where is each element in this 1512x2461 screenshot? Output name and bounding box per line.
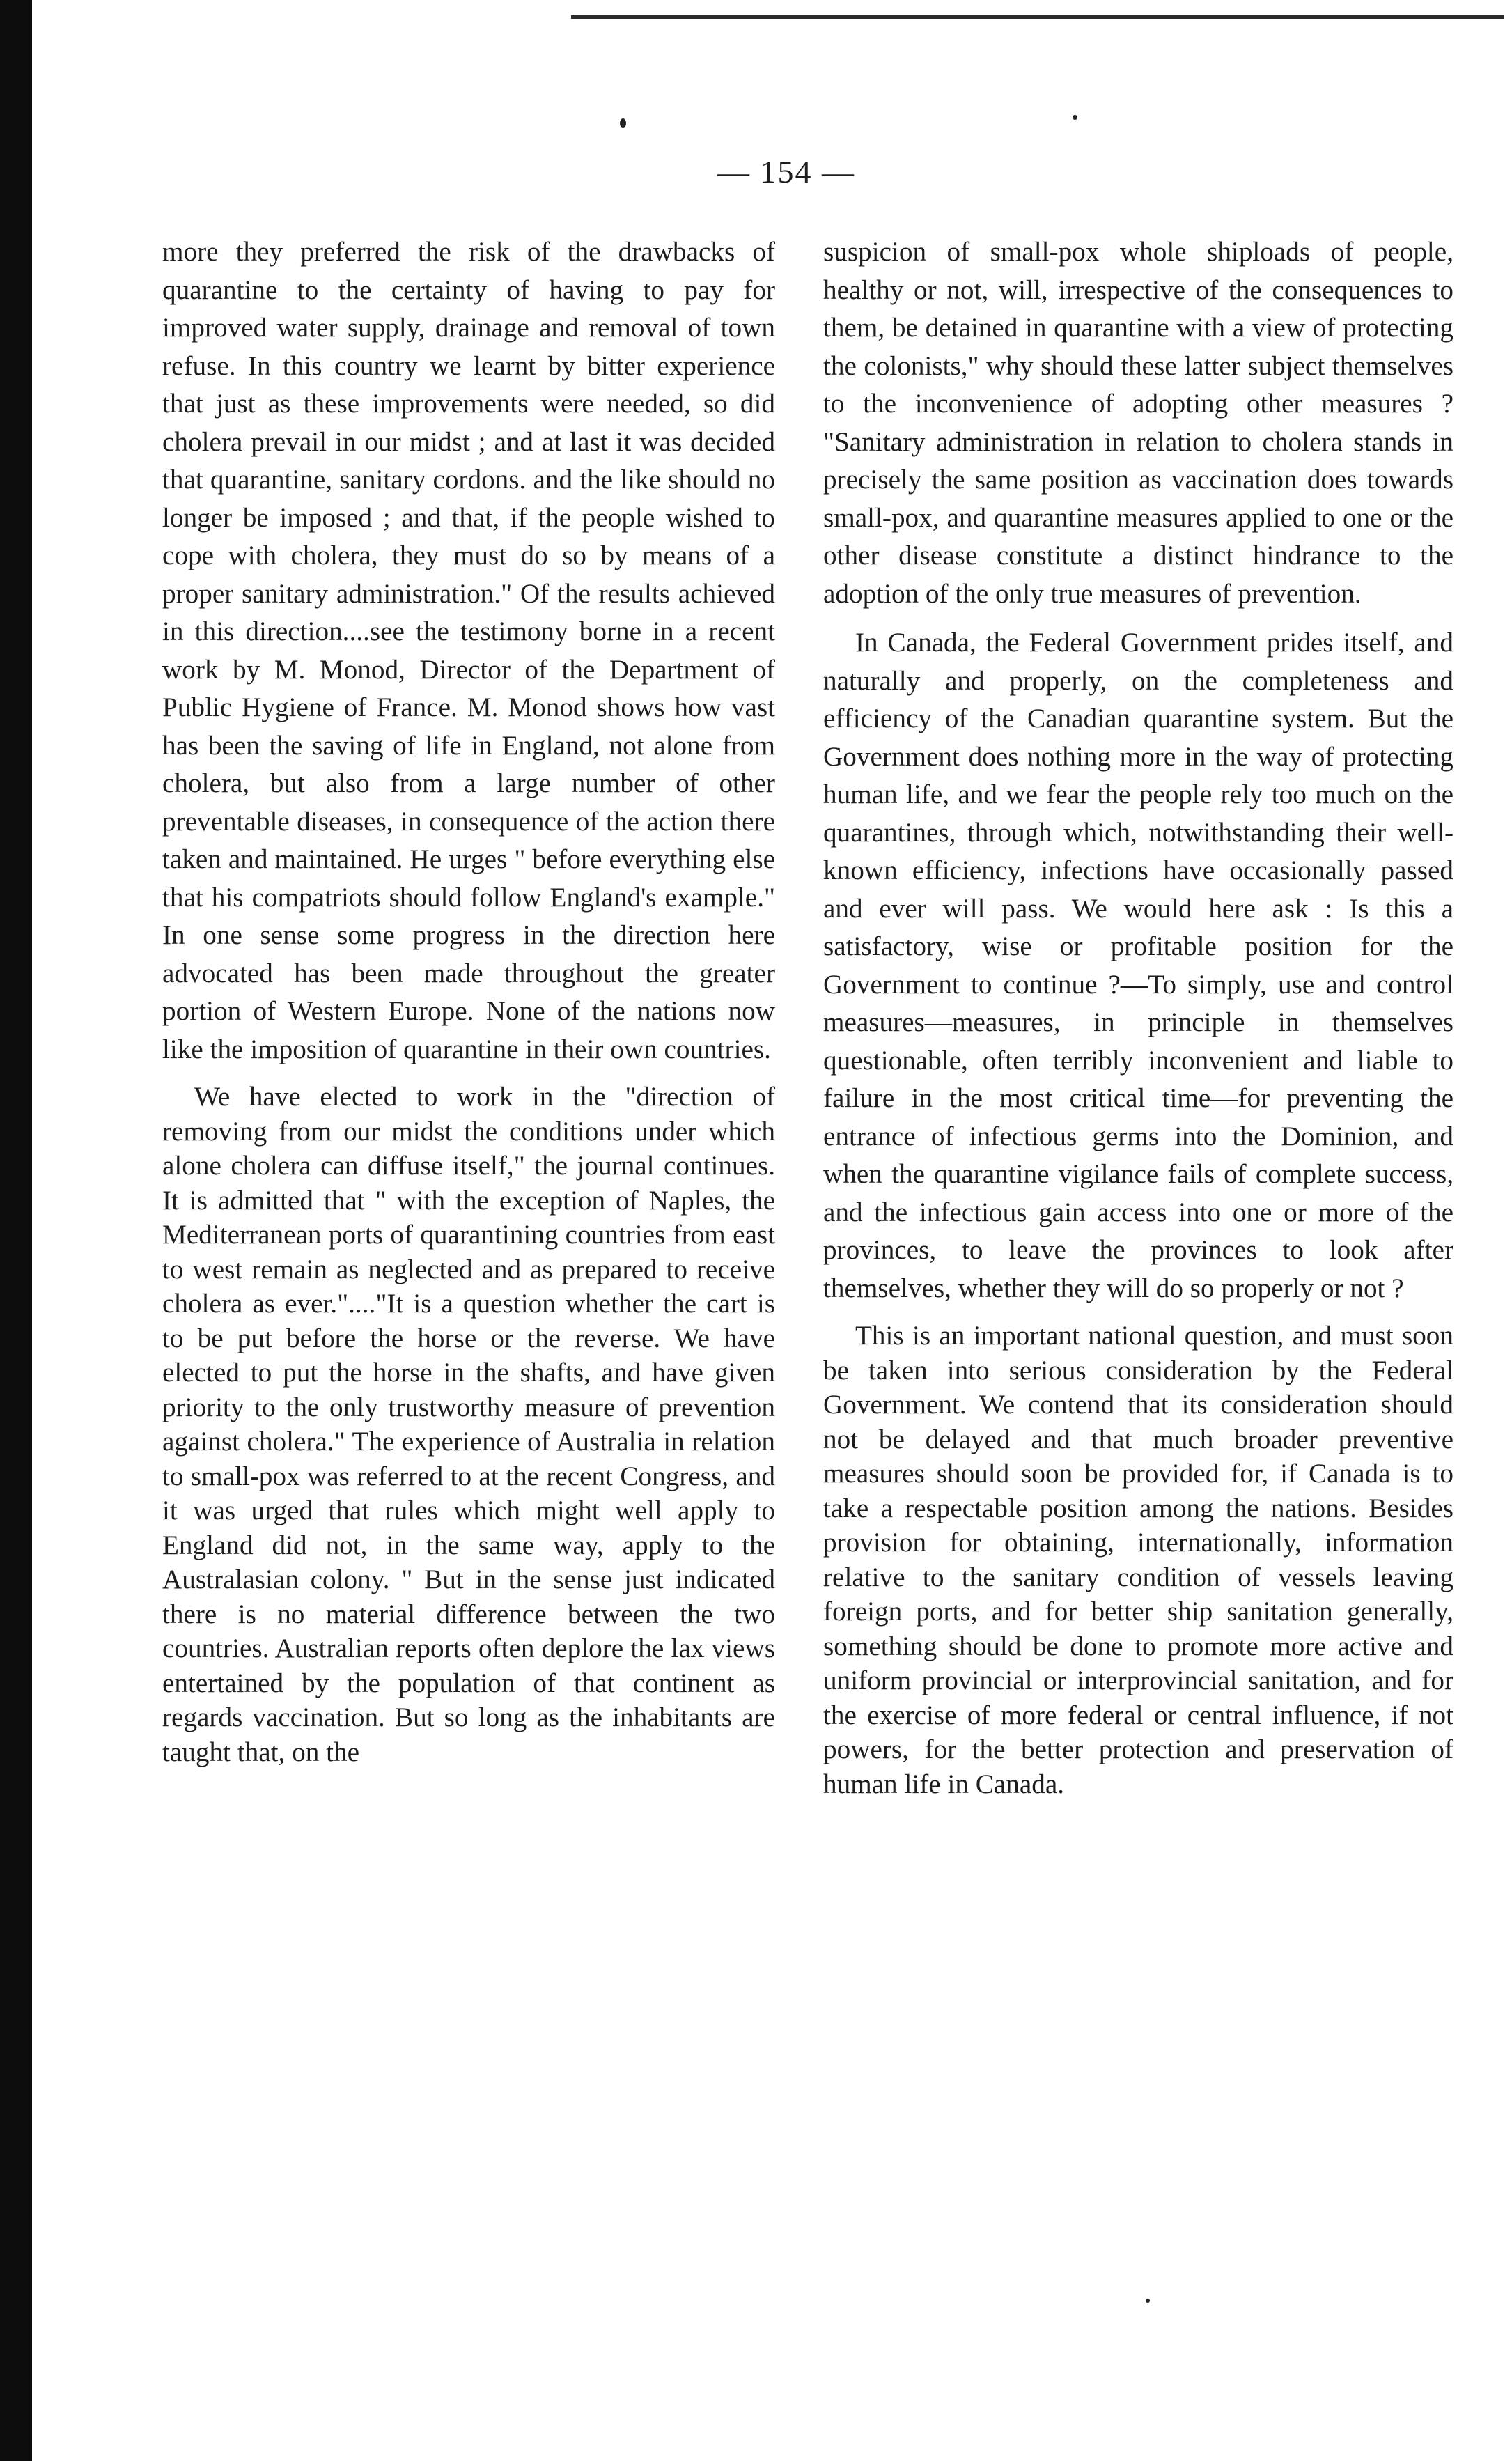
paragraph: We have elected to work in the "direction of removing from our midst the conditions under which alone cholera can diffuse itself," the journal continues. It is admitted that " with the exception of Naples, the Mediterranean ports of quarantining countries from east to west remain as neglected and as prepared to receive cholera as ever."...."It is a question whether the cart is to be put before the horse or the reverse. We have elected to put the horse in the shafts, and have given priority to the only trustworthy measure of prevention against cholera." The experience of Australia in relation to small-pox was referred to at the recent Congress, and it was urged that rules which might well apply to England did not, in the same way, apply to the Australasian colony. " But in the sense just indicated there is no material difference between the two countries. Australian reports often deplore the lax views entertained by the population of that continent as regards vaccination. But so long as the inhabitants are taught that, on the xyxy=(162,1082,775,1767)
paragraph: more they preferred the risk of the drawbacks of quarantine to the certainty of having to pay for improved water supply, drainage and removal of town refuse. In this country we learnt by bitter experience that just as these improvements were needed, so did cholera prevail in our midst ; and at last it was decided that quarantine, sanitary cordons. and the like should no longer be imposed ; and that, if the people wished to cope with cholera, they must do so by means of a proper sanitary administration." Of the results achieved in this direction....see the testimony borne in a recent work by M. Monod, Director of the Department of Public Hygiene of France. M. Monod shows how vast has been the saving of life in England, not alone from cholera, but also from a large number of other preventable diseases, in consequence of the action there taken and maintained. He urges " before everything else that his compatriots should follow England's example." In one sense some progress in the direction here advocated has been made throughout the greater portion of Western Europe. None of the nations now like the imposition of quarantine in their own countries. xyxy=(162,237,775,1064)
scan-binding-edge xyxy=(0,0,32,2461)
scan-speck xyxy=(1146,2299,1150,2303)
paragraph: This is an important national question, and must soon be taken into serious consideration by the Federal Government. We contend that its consideration should not be delayed and that much broader preventive measures should soon be provided for, if Canada is to take a respectable position among the nations. Besides provision for obtaining, internationally, information relative to the sanitary condition of vessels leaving foreign ports, and for better ship sanitation generally, something should be done to promote more active and uniform provincial or interprovincial sanitation, and for the exercise of more federal or central influence, if not powers, for the better protection and preservation of human life in Canada. xyxy=(823,1321,1453,1799)
paragraph: In Canada, the Federal Government prides itself, and naturally and properly, on the completeness and efficiency of the Canadian quarantine system. But the Government does nothing more in the way of protecting human life, and we fear the people rely too much on the quarantines, through which, notwithstanding their well-known efficiency, infections have occasionally passed and ever will pass. We would here ask : Is this a satisfactory, wise or profitable position for the Government to continue ?—To simply, use and control measures—measures, in principle in themselves questionable, often terribly inconvenient and liable to failure in the most critical time—for preventing the entrance of infectious germs into the Dominion, and when the quarantine vigilance fails of complete success, and the infectious gain access into one or more of the provinces, to leave the provinces to look after themselves, whether they will do so properly or not ? xyxy=(823,628,1453,1303)
page-number: — 154 — xyxy=(717,154,855,189)
left-column xyxy=(162,233,775,1769)
header-rule xyxy=(571,15,1504,19)
scan-speck xyxy=(620,118,626,128)
right-column xyxy=(823,233,1453,1801)
paragraph: suspicion of small-pox whole shiploads of people, healthy or not, will, irrespective of the consequences to them, be detained in quarantine with a view of protecting the colonists," why should these latter subject themselves to the inconvenience of adopting other measures ? "Sanitary administration in relation to cholera stands in precisely the same position as vaccination does towards small-pox, and quarantine measures applied to one or the other disease constitute a distinct hindrance to the adoption of the only true measures of prevention. xyxy=(823,237,1453,609)
scan-speck xyxy=(1073,115,1077,120)
